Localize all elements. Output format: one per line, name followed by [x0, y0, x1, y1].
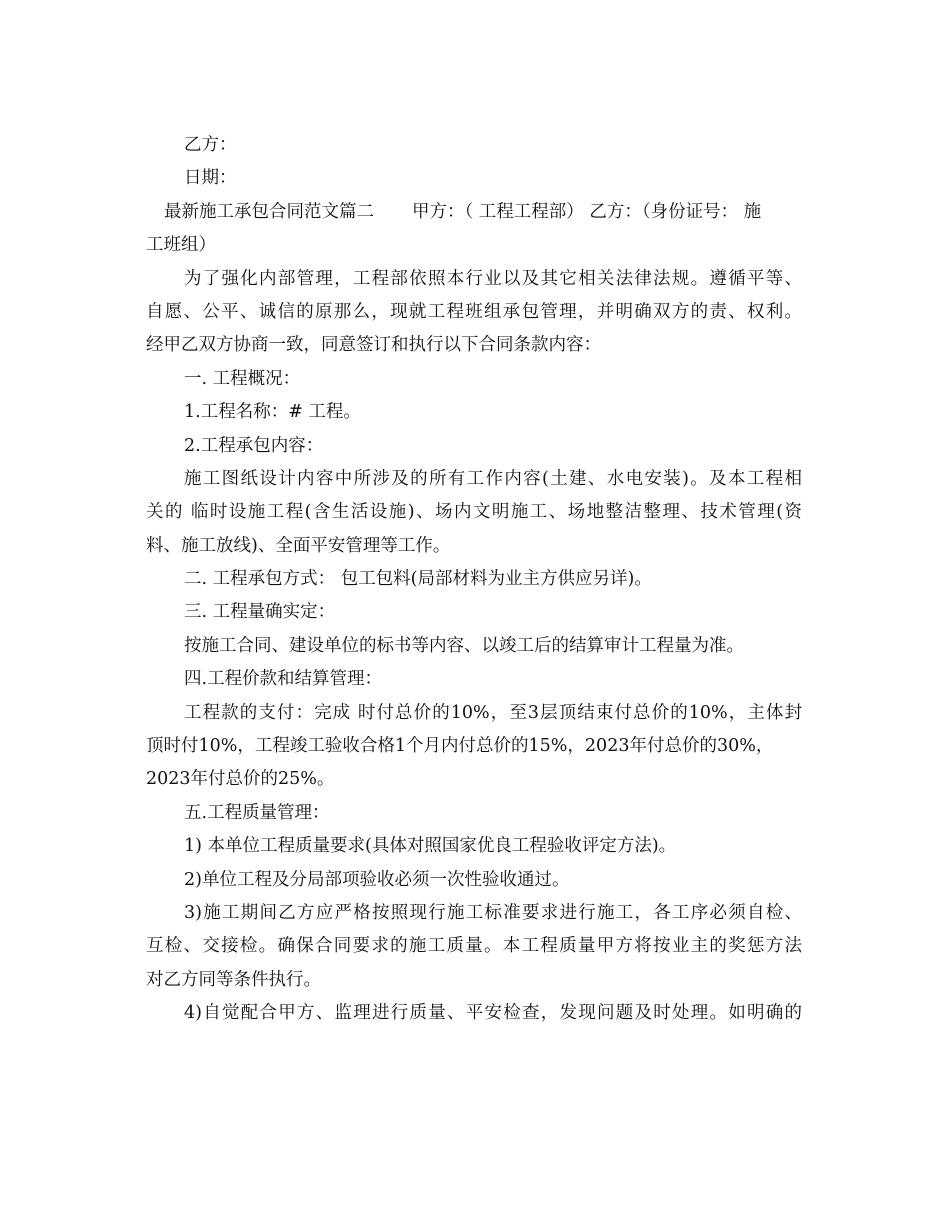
project-scope-heading: 2.工程承包内容：	[184, 435, 324, 456]
paragraph-intro-1: 为了强化内部管理，工程部依照本行业以及其它相关法律法规。遵循平等、	[184, 268, 802, 289]
project-scope-2: 关的 临时设施工程(含生活设施)、场内文明施工、场地整洁整理、技术管理(资	[146, 502, 802, 523]
quantity-basis: 按施工合同、建设单位的标书等内容、以竣工后的结算审计工程量为准。	[184, 635, 744, 656]
section-3-heading: 三. 工程量确实定：	[184, 602, 336, 623]
section-1-heading: 一. 工程概况：	[184, 368, 301, 389]
quality-item-3-line-2: 互检、交接检。确保合同要求的施工质量。本工程质量甲方将按业主的奖惩方法	[146, 936, 802, 957]
quality-item-2: 2)单位工程及分局部项验收必须一次性验收通过。	[184, 869, 570, 890]
contract-heading-line	[146, 196, 802, 229]
paragraph-intro-2: 自愿、公平、诚信的原那么，现就工程班组承包管理，并明确双方的责、权利。	[146, 301, 802, 322]
project-scope-1: 施工图纸设计内容中所涉及的所有工作内容(土建、水电安装)。及本工程相	[184, 468, 802, 489]
party-b-label: 乙方：	[184, 135, 237, 155]
quality-item-3-line-1: 3)施工期间乙方应严格按照现行施工标准要求进行施工，各工序必须自检、	[184, 902, 802, 923]
project-scope-3: 料、施工放线)、全面平安管理等工作。	[146, 535, 451, 556]
parties-line: 甲方：（ 工程工程部） 乙方：（身份证号： 施	[412, 201, 762, 222]
contract-title: 最新施工承包合同范文篇二	[164, 201, 374, 222]
section-2-heading: 二. 工程承包方式： 包工包料(局部材料为业主方供应另详)。	[184, 569, 652, 590]
payment-terms-3: 2023年付总价的25%。	[146, 769, 335, 790]
document-body	[146, 129, 802, 1031]
section-5-heading: 五.工程质量管理：	[184, 802, 330, 823]
quality-item-4-line-1: 4)自觉配合甲方、监理进行质量、平安检查，发现问题及时处理。如明确的	[184, 1003, 802, 1024]
payment-terms-2: 顶时付10%，工程竣工验收合格1个月内付总价的15%，2023年付总价的30%，	[146, 736, 774, 757]
project-name: 1.工程名称：# 工程。	[184, 402, 361, 423]
parties-line-cont: 工班组）	[146, 235, 216, 256]
paragraph-intro-3: 经甲乙双方协商一致，同意签订和执行以下合同条款内容：	[146, 335, 601, 356]
date-label: 日期：	[184, 168, 237, 189]
payment-terms-1: 工程款的支付：完成 时付总价的10%，至3层顶结束付总价的10%，主体封	[184, 702, 802, 723]
quality-item-3-line-3: 对乙方同等条件执行。	[146, 969, 321, 990]
quality-item-1: 1) 本单位工程质量要求(具体对照国家优良工程验收评定方法)。	[184, 836, 677, 857]
section-4-heading: 四.工程价款和结算管理：	[184, 669, 383, 690]
